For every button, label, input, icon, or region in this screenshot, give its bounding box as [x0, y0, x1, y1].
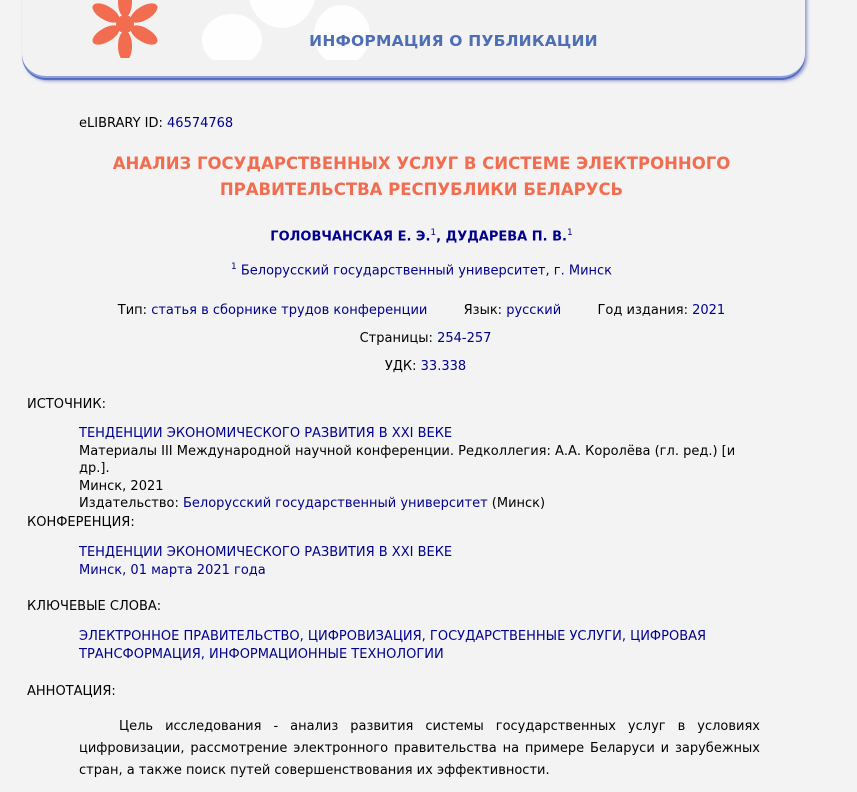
source-desc-line-2: Минск, 2021: [79, 478, 164, 494]
authors-separator: ,: [436, 229, 446, 245]
header-title: ИНФОРМАЦИЯ О ПУБЛИКАЦИИ: [309, 32, 598, 50]
year-label: Год издания:: [597, 303, 688, 318]
source-block: [79, 425, 769, 513]
pages-label: Страницы:: [359, 331, 433, 346]
abstract-label: АННОТАЦИЯ:: [27, 684, 116, 699]
header-decoration: [172, 0, 392, 60]
pages: [0, 331, 851, 346]
publisher-link[interactable]: Белорусский государственный университет: [183, 496, 488, 511]
language-value: русский: [506, 303, 562, 318]
pages-value: 254-257: [437, 331, 492, 346]
source-desc-line-1: Материалы III Международной научной конференции. Редколлегия: А.А. Королёва (гл. ред.) [и др.].: [79, 443, 736, 476]
elibrary-id-link[interactable]: 46574768: [167, 116, 234, 131]
author-link[interactable]: ДУДАРЕВА П. В.: [445, 229, 567, 245]
conference-block: [79, 544, 769, 579]
keywords-label: КЛЮЧЕВЫЕ СЛОВА:: [27, 599, 162, 614]
publication-title: [0, 151, 843, 203]
publisher-label: Издательство:: [79, 496, 179, 511]
conference-label: КОНФЕРЕНЦИЯ:: [27, 515, 135, 530]
affiliation: [0, 262, 843, 278]
publisher-city: (Минск): [491, 496, 546, 511]
conference-place-date: Минск, 01 марта 2021 года: [79, 562, 266, 578]
author-affil-sup: 1: [566, 228, 573, 238]
type-value: статья в сборнике трудов конференции: [151, 303, 428, 318]
page-header: [22, 0, 805, 78]
title-line-2: ПРАВИТЕЛЬСТВА РЕСПУБЛИКИ БЕЛАРУСЬ: [219, 180, 624, 199]
keywords-block: [79, 628, 769, 663]
source-name-link[interactable]: ТЕНДЕНЦИИ ЭКОНОМИЧЕСКОГО РАЗВИТИЯ В XXI ВЕКЕ: [79, 426, 453, 441]
udk-label: УДК:: [384, 359, 417, 374]
title-line-1: АНАЛИЗ ГОСУДАРСТВЕННЫХ УСЛУГ В СИСТЕМЕ ЭЛЕКТРОННОГО: [112, 154, 731, 173]
publication-meta: [0, 303, 843, 318]
abstract-text: Цель исследования - анализ развития системы государственных услуг в условиях цифровизации, рассмотрение электронного правительства на примере Беларуси и зарубежных стран, а также поиск путей совершенствования их эффективности.: [79, 719, 760, 778]
udk: [0, 359, 851, 374]
udk-value: 33.338: [420, 359, 467, 374]
language-label: Язык:: [463, 303, 503, 318]
elibrary-id: [79, 116, 233, 131]
conference-name-link[interactable]: ТЕНДЕНЦИИ ЭКОНОМИЧЕСКОГО РАЗВИТИЯ В XXI ВЕКЕ: [79, 545, 453, 560]
elibrary-id-label: eLIBRARY ID:: [79, 116, 163, 131]
affiliation-sup: 1: [230, 262, 237, 272]
source-label: ИСТОЧНИК:: [27, 397, 106, 412]
authors: [0, 228, 843, 244]
keywords-line-2[interactable]: ТРАНСФОРМАЦИЯ, ИНФОРМАЦИОННЫЕ ТЕХНОЛОГИИ: [79, 646, 444, 662]
author-affil-sup: 1: [430, 228, 437, 238]
author-link[interactable]: ГОЛОВЧАНСКАЯ Е. Э.: [270, 229, 431, 245]
type-label: Тип:: [117, 303, 148, 318]
year-value: 2021: [692, 303, 726, 318]
keywords-line-1[interactable]: ЭЛЕКТРОННОЕ ПРАВИТЕЛЬСТВО, ЦИФРОВИЗАЦИЯ, ГОСУДАРСТВЕННЫЕ УСЛУГИ, ЦИФРОВАЯ: [79, 629, 707, 644]
affiliation-city: , г. Минск: [545, 263, 613, 279]
affiliation-link[interactable]: Белорусский государственный университет: [240, 263, 546, 279]
